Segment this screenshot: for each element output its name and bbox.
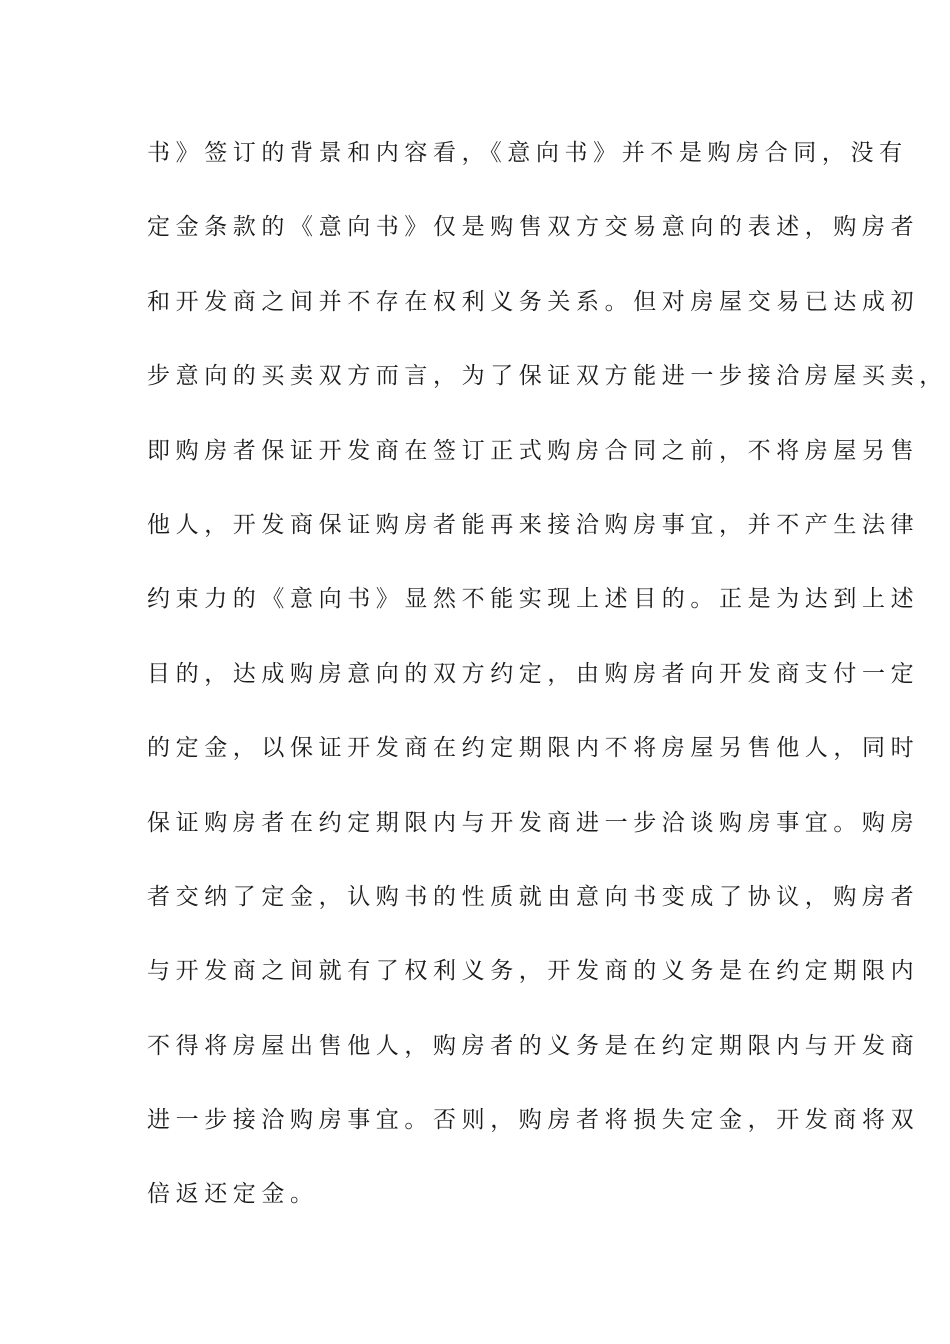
text-line: 不得将房屋出售他人，购房者的义务是在约定期限内与开发商 (147, 1032, 920, 1059)
text-line: 的定金，以保证开发商在约定期限内不将房屋另售他人，同时 (147, 735, 920, 762)
text-line: 即购房者保证开发商在签订正式购房合同之前，不将房屋另售 (147, 437, 920, 464)
body-paragraph (147, 133, 948, 1249)
text-line: 倍返还定金。 (147, 1181, 319, 1208)
text-line: 他人，开发商保证购房者能再来接洽购房事宜，并不产生法律 (147, 511, 920, 538)
text-line: 书》签订的背景和内容看，《意向书》并不是购房合同，没有 (147, 140, 908, 166)
text-line: 进一步接洽购房事宜。否则，购房者将损失定金，开发商将双 (147, 1107, 920, 1134)
text-line: 保证购房者在约定期限内与开发商进一步洽谈购房事宜。购房 (147, 809, 920, 836)
text-line: 约束力的《意向书》显然不能实现上述目的。正是为达到上述 (147, 586, 920, 613)
text-line: 目的，达成购房意向的双方约定，由购房者向开发商支付一定 (147, 660, 920, 687)
text-line: 步意向的买卖双方而言，为了保证双方能进一步接洽房屋买卖， (147, 363, 948, 390)
text-line: 与开发商之间就有了权利义务，开发商的义务是在约定期限内 (147, 958, 920, 985)
text-line: 定金条款的《意向书》仅是购售双方交易意向的表述，购房者 (147, 214, 920, 241)
text-line: 和开发商之间并不存在权利义务关系。但对房屋交易已达成初 (147, 288, 920, 315)
text-line: 者交纳了定金，认购书的性质就由意向书变成了协议，购房者 (147, 883, 920, 910)
